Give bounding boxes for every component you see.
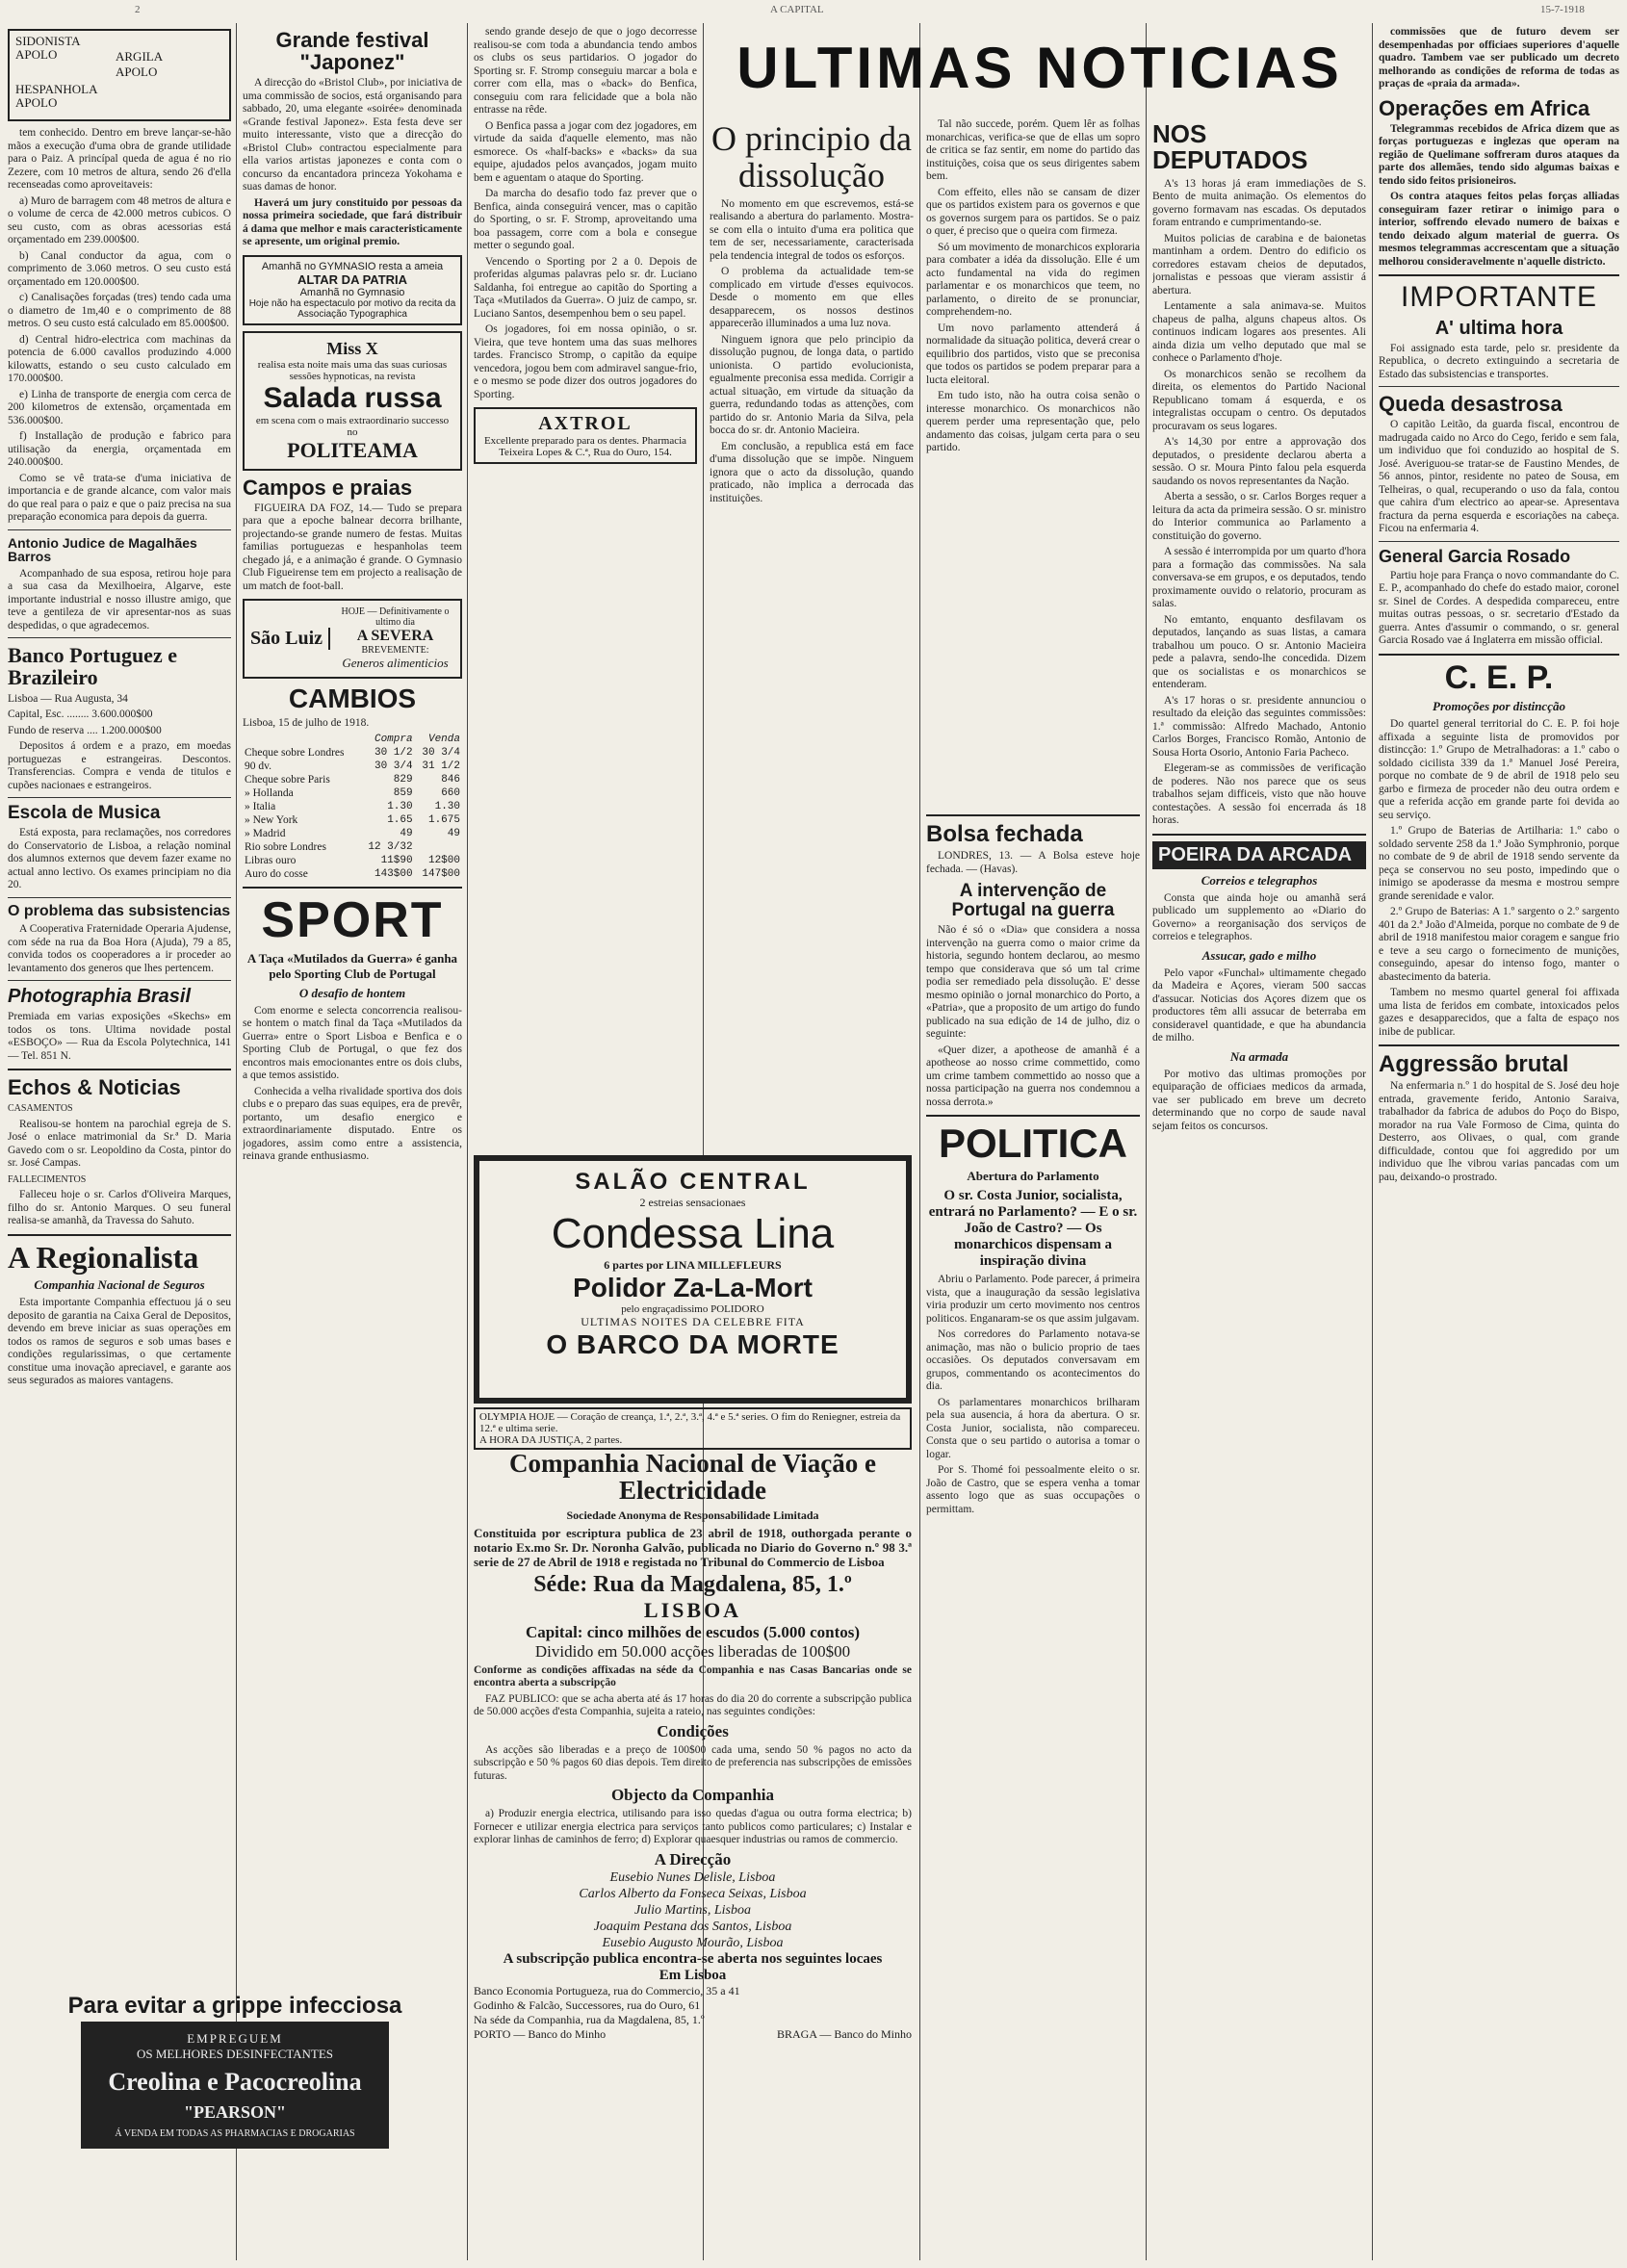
ad-line: Banco Economia Portugueza, rua do Commercio, 35 a 41 xyxy=(474,1983,740,1997)
headline: Companhia Nacional de Viação e Electricidade xyxy=(508,1449,877,1506)
table-row xyxy=(243,746,462,760)
article-text: Fundo de reserva .... 1.200.000$00 xyxy=(8,724,162,736)
article-text: Elegeram-se as commissões de verificação de poderes. Não nos parece que os seus trabalhos sejam difficeis, visto que não houve contestações. A sessão foi encerrada ás 18 horas. xyxy=(1152,762,1366,827)
article-text: Com enorme e selecta concorrencia realisou-se hontem o match final da Taça «Mutilados da Guerra» entre o Sport Lisboa e Benfica e o Sporting Club de Portugal, o que fez dos encontros mais emocionantes entre os dois clubs, a que temos assistido. xyxy=(243,1004,462,1082)
cambio-value: 859 xyxy=(393,787,413,800)
ad-line: ARGILA xyxy=(116,49,164,64)
table-row xyxy=(243,854,462,867)
article-text: Lentamente a sala animava-se. Muitos chapeus de palha, alguns chapeus altos. Os continuos indicam logares aos presentes. Ali ainda dizia um velho deputado que mal se conhece o Parlamento d'hoje. xyxy=(1152,300,1366,365)
column-rule xyxy=(1146,23,1147,2260)
cambio-label: Rio sobre Londres xyxy=(245,841,326,854)
page-number: 2 xyxy=(135,4,141,15)
cambio-label: » Madrid xyxy=(245,828,286,840)
cambio-value: 49 xyxy=(400,828,413,840)
ad-line: OS MELHORES DESINFECTANTES xyxy=(136,2047,334,2062)
headline: A Regionalista xyxy=(8,1239,199,1275)
divider xyxy=(1379,541,1619,542)
ad-line: A subscripção publica encontra-se aberta nos seguintes locaes xyxy=(503,1950,883,1967)
column-rule xyxy=(467,23,468,2260)
ad-line: Miss X xyxy=(326,338,378,358)
headline: General Garcia Rosado xyxy=(1379,546,1571,566)
cnve-announcement xyxy=(474,1444,912,2260)
cambio-value: 147$00 xyxy=(422,868,460,881)
column-rule xyxy=(236,23,237,2260)
masthead xyxy=(712,35,1367,112)
subheadline: O desafio de hontem xyxy=(298,985,406,1000)
column-5-lower xyxy=(926,809,1140,2260)
article-text: O Benfica passa a jogar com dez jogadores, em virtude da saida d'aquelle elemento, mas não esmorece. Os «half-backs» e «backs» da sua equipe, ajudados pelos avançados, jogam muito bem e aguentam o ataque do Sporting. xyxy=(474,119,697,184)
ad-line: A SEVERA xyxy=(356,628,434,645)
headline: Escola de Musica xyxy=(8,803,161,824)
divider xyxy=(8,1069,231,1070)
article-text: A direcção do «Bristol Club», por iniciativa de uma commissão de socios, está organisando para sabbado, 20, uma elegante «soirée» denominada «Grande festival Japonez». Esta festa deve ser muito interessante, visto que a direcção do «Bristol Club» contractou especialmente para ella varios artistas japonezes e conta com o concurso da encantadora princeza Yokohama e suas damas de honor. xyxy=(243,77,462,193)
article-text: Os contra ataques feitos pelas forças alliadas conseguiram fazer retirar o inimigo para o interior, soffrendo elevado numero de baixas e tendo deixado algum material de guerra. Os mesmos telegrammas accrescentam que a situação melhorou consideravelmente n'aquelle districto. xyxy=(1379,191,1619,268)
article-text: Falleceu hoje o sr. Carlos d'Oliveira Marques, filho do sr. Antonio Marques. O seu funeral realisa-se amanhã, da Travessa do Sahuto. xyxy=(8,1189,231,1227)
article-text: d) Central hidro-electrica com machinas da potencia de 6.000 cavallos produzindo 4.000 kilowatts, estando o seu custo calculado em 170.000$00. xyxy=(8,333,231,384)
cambio-value: 846 xyxy=(441,774,460,786)
article-text: Foi assignado esta tarde, pelo sr. presidente da Republica, o decreto extinguindo a secretaria de Estado das subsistencias e transportes. xyxy=(1379,342,1619,380)
article-text: No emtanto, enquanto desfilavam os deputados, lançando as suas listas, a camara trabalhou um pouco. O sr. Antonio Macieira pede a palavra, sendo-lhe concedida. Dizem que os socialistas e os monarchicos se entenderam. xyxy=(1152,613,1366,691)
column-1 xyxy=(8,23,231,2260)
ad-line: realisa esta noite mais uma das suas curiosas sessões hypnoticas, na revista xyxy=(257,358,448,382)
subheadline: Correios e telegraphos xyxy=(1201,872,1318,888)
article-text: Tambem no mesmo quartel general foi affixada uma lista de feridos em combate, intoxicados pelos gazes e desapparecidos, que a falta de espaço nos inibe de publicar. xyxy=(1379,987,1619,1038)
cambio-value: 12 3/32 xyxy=(368,841,413,854)
ad-line: 2 estreias sensacionaes xyxy=(639,1196,746,1209)
article-text: Tal não succede, porém. Quem lêr as folhas monarchicas, verifica-se que de ellas um sopro de critica se faz sentir, em nome do partido das instituições, coisa que os seus dirigentes sabem bem. xyxy=(926,118,1140,182)
director-name: Eusebio Augusto Mourão, Lisboa xyxy=(602,1935,784,1950)
divider xyxy=(8,1234,231,1236)
cambios-table xyxy=(243,733,462,881)
ad-line: Condessa Lina xyxy=(551,1210,835,1257)
article-text: LONDRES, 13. — A Bolsa esteve hoje fechada. — (Havas). xyxy=(926,850,1140,875)
headline: POEIRA DA ARCADA xyxy=(1152,841,1366,869)
ad-line: LISBOA xyxy=(643,1597,742,1622)
divider xyxy=(8,797,231,798)
headline: Bolsa fechada xyxy=(926,821,1083,847)
article-text: Pelo vapor «Funchal» ultimamente chegado da Madeira e Açores, vieram 500 saccas d'assucar. Noticias dos Açores dizem que os productores têm alli assucar de beterraba em consideravel quantidade, e que ha abundancia de milho. xyxy=(1152,966,1366,1044)
article-text: 2.º Grupo de Baterias: A 1.º sargento o 2.º sargento 401 da 2.ª João d'Almeida, porque no combate de 9 de abril de 1918 manifestou maior coragem e sangue frio e teve a seu cargo o fornecimento de munições, conseguindo, apesar do intenso fogo, manter o abastecimento da bateria. xyxy=(1379,906,1619,983)
ad-line: São Luiz xyxy=(250,628,330,650)
article-text: Nos corredores do Parlamento notava-se animação, mas não o bulicio proprio de taes occasiões. Os deputados conversavam em grupos, commentando os acontecimentos do dia. xyxy=(926,1328,1140,1393)
table-header: Compra Venda xyxy=(374,734,460,746)
article-text: a) Produzir energia electrica, utilisando para isso quedas d'agua ou outra forma electrica; b) Fornecer e utilizar energia electrica para serviços tanto publicos como particulares; c) Instalar e explorar linhas de caminhos de ferro; d) Explorar quaesquer industrias ou ramos de commercio. xyxy=(474,1808,912,1846)
article-text: f) Installação de produção e fabrico para utilisação da energia, orçamentada em 240.000$00. xyxy=(8,430,231,468)
article-text: O capitão Leitão, da guarda fiscal, encontrou de madrugada caido no Arco do Cego, ferido e sem fala, um individuo que foi conduzido ao hospital de S. José. Averiguou-se tratar-se de Faustino Mendes, de 56 annos, pintor, residente no pateo de Sousa, em Telheiras, o qual, recuperando o uso da fala, contou que cahira d'um electrico ao apear-se. Apresentava fractura da perna esquerda e escoriações na cabeça. Ficou na enfermaria 4. xyxy=(1379,419,1619,535)
ad-line: Em Lisboa xyxy=(659,1967,727,1983)
subheadline: Promoções por distincção xyxy=(1433,699,1565,714)
article-text: Premiada em varias exposições «Skechs» em todos os tons. Ultima novidade postal «ESBOÇO» — Rua da Escola Polytechnica, 141 — Tel. 851 N. xyxy=(8,1011,231,1062)
article-text: commissões que de futuro devem ser desempenhadas por officiaes superiores d'aquelle quadro. Tambem vae ser publicado um decreto melhorando as condições de reforma de todas as praças de «praia da armada». xyxy=(1379,26,1619,90)
article-text: e) Linha de transporte de energia com cerca de 200 kilometros de extensão, orçamentada em 536.000$00. xyxy=(8,388,231,426)
article-text: c) Canalisações forçadas (tres) tendo cada uma o diametro de 1m,40 e o comprimento de 88 metros. O seu custo está calculado em 85.000$00. xyxy=(8,292,231,329)
subheadline: O sr. Costa Junior, socialista, entrará no Parlamento? — E o sr. João de Castro? — Os monarchicos dispensam a inspiração divina xyxy=(928,1188,1138,1270)
divider xyxy=(926,814,1140,816)
divider xyxy=(1152,834,1366,836)
headline: Para evitar a grippe infecciosa xyxy=(67,1993,402,2019)
ad-line: Sociedade Anonyma de Responsabilidade Limitada xyxy=(566,1508,819,1522)
gymnasio-ad xyxy=(243,255,462,325)
article-text: Da marcha do desafio todo faz prever que o Benfica, ainda conseguirá vencer, mas o capitão do Sporting, o sr. F. Stromp, aproveitando uma boa passagem, corre com a bola e consegue metter o segundo goal. xyxy=(474,188,697,251)
article-text: tem conhecido. Dentro em breve lançar-se-hão mãos a execução d'uma obra de grande utilidade para o Paiz. A princípal queda de agua é no rio Zezere, com 10 metros de altura, sendo 26 d'ella recenseadas como aproveitaveis: xyxy=(8,127,231,191)
headline: Aggressão brutal xyxy=(1379,1051,1569,1078)
cambio-value: 30 1/2 xyxy=(374,747,413,760)
ad-line: Polidor Za-La-Mort xyxy=(573,1273,813,1302)
cambio-label: » Italia xyxy=(245,801,276,813)
headline: Photographia Brasil xyxy=(8,986,192,1008)
subheadline: Companhia Nacional de Seguros xyxy=(34,1277,205,1293)
divider xyxy=(1379,274,1619,276)
ad-line: APOLO xyxy=(15,47,58,62)
table-row xyxy=(243,786,462,800)
article-text: Aberta a sessão, o sr. Carlos Borges requer a leitura da acta da primeira sessão. O sr. ministro do Interior communica ao Parlamento a constituição do governo. xyxy=(1152,491,1366,542)
section-label: FALLECIMENTOS xyxy=(8,1173,87,1185)
headline: C. E. P. xyxy=(1444,658,1554,696)
article-text: Por S. Thomé foi pessoalmente eleito o sr. João de Castro, que se espera venha a tomar assento logo que as suas occupações o permittam. xyxy=(926,1464,1140,1515)
table-row xyxy=(243,813,462,827)
column-6 xyxy=(1152,116,1366,2260)
headline: Campos e praias xyxy=(243,475,413,500)
ad-line: Amanhã no Gymnasio xyxy=(299,286,405,298)
headline: O problema das subsistencias xyxy=(8,902,231,919)
cambio-value: 660 xyxy=(441,787,460,800)
article-text: As acções são liberadas e a preço de 100$00 cada uma, sendo 50 % pagos no acto da subscripção e 50 % pagos 60 dias depois. Tem direito de preferencia nas subscripções de emissões futuras. xyxy=(474,1743,912,1782)
table-row xyxy=(243,827,462,840)
ad-line: Hoje não ha espectaculo por motivo da recita da Associação Typographica xyxy=(248,297,456,320)
column-5 xyxy=(926,116,1140,805)
article-text: Como se vê trata-se d'uma iniciativa de importancia e de grande alcance, com valor mais do que real para o paiz e que o paiz precisa na sua preparação economica para depois da guerra. xyxy=(8,472,231,523)
article-text: Por motivo das ultimas promoções por equiparação de officiaes medicos da armada, vae ser publicado em breve um decreto determinando que no corpo de saude naval sejam feitos os concursos. xyxy=(1152,1068,1366,1132)
article-text: Com effeito, elles não se cansam de dizer que os partidos existem para os governos e que os governos surgem para os partidos. Se o paiz o quer, é preciso que o queira com firmeza. xyxy=(926,186,1140,237)
article-text: Telegrammas recebidos de Africa dizem que as forças portuguezas e inglezas que operam na região de Quelimane soffreram duros ataques da parte dos allemães, tendo sido algumas baixas e tendo sido feitos prisioneiros. xyxy=(1379,122,1619,187)
divider xyxy=(1379,1044,1619,1046)
cambio-label: 90 dv. xyxy=(245,760,272,773)
headline: Antonio Judice de Magalhães Barros xyxy=(8,534,197,565)
cambio-value: 31 1/2 xyxy=(422,760,460,773)
article-text: Lisboa, 15 de julho de 1918. xyxy=(243,716,370,729)
headline: Operações em Africa xyxy=(1379,95,1590,120)
headline: SPORT xyxy=(261,892,444,949)
subheadline: Assucar, gado e milho xyxy=(1201,947,1317,963)
article-text: A's 17 horas o sr. presidente annunciou o resultado da eleição das seguintes commissões: 1.ª commissão: Alfredo Machado, Antonio Carlos Borges, Francisco Romão, Antonio de Sousa Horta Osorio, Antonio Faria Pacheco. xyxy=(1152,694,1366,759)
ad-line: EMPREGUEM xyxy=(187,2031,283,2047)
section-label: CASAMENTOS xyxy=(8,1103,73,1115)
article-text: A sessão é interrompida por um quarto d'hora para a formação das commissões. Na sala conversava-se em grupos, e os deputados, tendo proximamente ouvido o relatorio, procuram as salas. xyxy=(1152,546,1366,610)
ad-line: A Direcção xyxy=(654,1849,732,1869)
table-row xyxy=(243,867,462,881)
director-name: Julio Martins, Lisboa xyxy=(634,1902,751,1918)
cambio-value: 30 3/4 xyxy=(422,747,460,760)
divider xyxy=(8,980,231,981)
article-text: Está exposta, para reclamações, nos corredores do Conservatorio de Lisboa, a relação nominal dos alumnos externos que devem fazer exame no actual anno lectivo. Os exames principiam no dia 20. xyxy=(8,827,231,890)
article-text: a) Muro de barragem com 48 metros de altura e o volume de cerca de 42.000 metros cubicos. O seu custo, com as obras acessorias está orçamentado em 239.000$00. xyxy=(8,194,231,245)
headline: A' ultima hora xyxy=(1434,317,1563,339)
article-text: FIGUEIRA DA FOZ, 14.— Tudo se prepara para que a epoche balnear decorra brilhante, projectando-se grande numero de festas. Muitas familias portuguezas e hespanholas teem chegado já, e a animação é grande. O Gymnasio Club Figueirense tem em projecto a realisação de um match de foot-ball. xyxy=(243,502,462,592)
article-text: Só um movimento de monarchicos exploraria para combater a idéa da dissolução. Elle é um acto fundamental na vida do regimen parlamentar e os monarchicos que teem, no parlamento, o direito de se pronunciar, comprehendem-no. xyxy=(926,241,1140,318)
ad-line: POLITEAMA xyxy=(287,437,418,462)
divider xyxy=(1379,654,1619,656)
article-text: No momento em que escrevemos, está-se realisando a abertura do parlamento. Mostra-se com ella o intuito d'uma era politica que tem de ser, necessariamente, caracterisada pela tendencia integral de todos os esforços. xyxy=(710,197,914,262)
cambio-value: 11$90 xyxy=(380,855,413,867)
ad-line: Excellente preparado para os dentes. Pharmacia Teixeira Lopes & C.ª, Rua do Ouro, 154. xyxy=(483,435,687,458)
article-text: A's 14,30 por entre a approvação dos deputados, o presidente declarou aberta a sessão. O sr. Moura Pinto falou pela esquerda saudando os novos representantes da Nação. xyxy=(1152,436,1366,487)
headline: A intervenção de Portugal na guerra xyxy=(951,881,1115,921)
running-header xyxy=(0,0,1627,21)
cambio-value: 30 3/4 xyxy=(374,760,413,773)
divider xyxy=(8,529,231,530)
cambio-label: Auro do cosse xyxy=(245,868,308,881)
gripe-box xyxy=(81,2022,389,2149)
article-text: A Cooperativa Fraternidade Operaria Ajudense, com séde na rua da Boa Hora (Ajuda), 79 a 85, convida todos os cooperadores a ir proceder ao levantamento dos generos que lhes pertencem. xyxy=(8,923,231,974)
ad-line: ULTIMAS NOITES DA CELEBRE FITA xyxy=(581,1315,805,1328)
ad-line: APOLO xyxy=(116,64,158,79)
ad-line: 6 partes por LINA MILLEFLEURS xyxy=(604,1258,782,1272)
article-text: Constituida por escriptura publica de 23 abril de 1918, outhorgada perante o notario Ex.mo Sr. Dr. Noronha Galvão, publicada no Diario do Governo n.º 98 3.ª serie de 27 de Abril de 1918 e registada no Tribunal do Commercio de Lisboa xyxy=(474,1525,912,1569)
ad-line: OLYMPIA HOJE — Coração de creança, 1.ª, 2.ª, 3.ª, 4.ª e 5.ª series. O fim do Reniegner, estreia da 12.ª e ultima serie. xyxy=(479,1411,901,1434)
article-text: Ninguem ignora que pelo principio da dissolução pugnou, de longa data, o partido unionista. O partido evolucionista, egualmente preconisa essa medida. Corrigir a actual situação, em virtude da situação da guerra, redundando todas as attenções, com partido do sr. Antonio Maria da Silva, pela bocca do sr. dr. Antonio Macieira. xyxy=(710,333,914,437)
ad-line: em scena com o mais extraordinario successo no xyxy=(255,414,450,438)
ad-line: ALTAR DA PATRIA xyxy=(297,271,408,287)
column-2 xyxy=(243,23,462,1979)
article-text: Abriu o Parlamento. Pode parecer, á primeira vista, que a inauguração da sessão legislativa viria produzir um certo movimento nos centros politicos. Enganaram-se os que assim julgavam. xyxy=(926,1274,1140,1325)
column-rule xyxy=(919,23,920,2260)
article-text: O problema da actualidade tem-se complicado em virtude d'esses equivocos. Desde o momento em que elles desapparecem, os nossos destinos apparecerão illuminados a uma luz nova. xyxy=(710,266,914,330)
article-text: Capital, Esc. ........ 3.600.000$00 xyxy=(8,709,153,721)
table-row xyxy=(243,773,462,786)
article-text: Consta que ainda hoje ou amanhã será publicado um supplemento ao «Diario do Governo» a reorganisação dos serviços de correios e telegraphos. xyxy=(1152,891,1366,943)
ad-line: Á VENDA EM TODAS AS PHARMACIAS E DROGARIAS xyxy=(115,2128,355,2140)
ad-line: Salada russa xyxy=(263,381,442,414)
ad-line: pelo engraçadissimo POLIDORO xyxy=(621,1303,764,1315)
salao-central-ad xyxy=(474,1155,912,1404)
article-text: Haverá um jury constituido por pessoas da nossa primeira sociedade, que fará distribuir á dama que melhor e mais caracteristicamente se apresente, um original premio. xyxy=(243,196,462,248)
cambio-value xyxy=(415,840,462,854)
article-text: Lisboa — Rua Augusta, 34 xyxy=(8,692,128,705)
cambio-value: 1.675 xyxy=(427,814,460,827)
ad-line: PORTO — Banco do Minho xyxy=(474,2026,607,2041)
director-name: Carlos Alberto da Fonseca Seixas, Lisboa xyxy=(579,1886,807,1901)
article-text: Esta importante Companhia effectuou já o seu deposito de garantia na Caixa Geral de Depositos, devendo em breve iniciar as suas operações em todos os ramos de seguros e sob umas bases e condições regularissimas, o que certamente constitue uma inovação apreciavel, e garante aos seus segurados as maiores vantagens. xyxy=(8,1297,231,1387)
ad-line: AXTROL xyxy=(538,413,633,434)
table-row xyxy=(243,800,462,813)
ad-line: Condições xyxy=(657,1721,729,1740)
masthead-title: ULTIMAS NOTICIAS xyxy=(736,36,1343,100)
article-text: Os monarchicos senão se recolhem da direita, os elementos do Partido Nacional Republicano tomam á esquerda, e os integralistas occupam o centro. Os deputados procuravam os seus logares. xyxy=(1152,368,1366,432)
ad-line: "PEARSON" xyxy=(184,2102,286,2123)
headline: Banco Portuguez e Brazileiro xyxy=(8,643,177,690)
article-text: Conhecida a velha rivalidade sportiva dos dois clubs e o preparo das suas equipes, era de prevêr, portanto, um desafio energico e extraordinariamente disputado. Entre os jogadores, assim como entre a assistencia, reinava grande enthusiasmo. xyxy=(243,1085,462,1163)
divider xyxy=(8,637,231,638)
director-name: Joaquim Pestana dos Santos, Lisboa xyxy=(593,1919,792,1934)
divider xyxy=(243,887,462,889)
paper-name: A CAPITAL xyxy=(770,4,824,15)
ad-line: SALÃO CENTRAL xyxy=(575,1169,811,1195)
ad-line: BRAGA — Banco do Minho xyxy=(776,2026,912,2041)
issue-date: 15-7-1918 xyxy=(1540,4,1585,15)
ad-line: Godinho & Falcão, Successores, rua do Ouro, 61 xyxy=(474,1997,701,2012)
article-text: Os jogadores, foi em nossa opinião, o sr. Vieira, que teve hontem uma das suas melhores tardes. Francisco Stromp, o capitão da equipe vencedora, jogou bem com admiravel sangue-frio, e o mesmo se pode dizer dos outros jogadores do Sporting. xyxy=(474,323,697,400)
subheadline: Abertura do Parlamento xyxy=(967,1169,1099,1184)
ad-line: Na séde da Companhia, rua da Magdalena, 85, 1.º xyxy=(474,2012,705,2026)
article-text: Acompanhado de sua esposa, retirou hoje para a sua casa da Mexilhoeira, Algarve, este importante industrial e nosso illustre amigo, que teve a gentileza de vir apresentar-nos as suas despedidas, o que agradecemos. xyxy=(8,567,231,631)
cambio-label: Cheque sobre Paris xyxy=(245,774,330,786)
cambio-label: Cheque sobre Londres xyxy=(245,747,345,760)
ad-line: Amanhã no GYMNASIO resta a ameia xyxy=(261,260,444,272)
article-text: Depositos á ordem e a prazo, em moedas portuguezas e estrangeiras. Descontos. Transferencias. Compra e venda de titulos e cupões nacionaes e estrangeiros. xyxy=(8,740,231,791)
article-text: sendo grande desejo de que o jogo decorresse realisou-se com toda a abundancia tendo ambos os clubs os seus partidarios. O jogador do Sporting sr. F. Stromp conseguiu marcar a bola e correr com ella, mas o «back» do Benfica, conseguiu com rara felicidade que a bola não entrasse na rêde. xyxy=(474,26,697,116)
sluiz-ad xyxy=(243,599,462,679)
column-4 xyxy=(710,116,914,1161)
column-3 xyxy=(474,23,697,1151)
headline: POLITICA xyxy=(939,1121,1127,1167)
ad-line: SIDONISTA xyxy=(15,34,81,48)
cambio-value: 1.30 xyxy=(387,801,413,813)
cambio-value: 12$00 xyxy=(427,855,460,867)
article-text: Os parlamentares monarchicos brilharam pela sua ausencia, á hora da abertura. O sr. Costa Junior, socialista, não compareceu. Consta que o seu partido o autorisa a tomar o logar. xyxy=(926,1396,1140,1460)
ad-line: APOLO xyxy=(15,95,58,110)
article-text: Do quartel general territorial do C. E. P. foi hoje affixada a seguinte lista de promovidos por distincção: 1.º Grupo de Metralhadoras: a 1.º cabo o soldado cicilista 339 da 1.ª Manuel José Pereira, porque no combate de 9 de abril de 1918 pelo seu garbo e firmeza de proceder não deu outra ordem e que a referida acção em grande parte foi devida ao seu serviço. xyxy=(1379,718,1619,821)
missx-ad xyxy=(243,331,462,471)
article-text: «Quer dizer, a apotheose de amanhã é a apotheose ao nosso crime commettido, como um crime tambem commettido ao nosso que a nossa participação na guerra nos condemnou a nossa derrota.» xyxy=(926,1044,1140,1108)
article-text: Vencendo o Sporting por 2 a 0. Depois de proferidas algumas palavras pelo sr. dr. Luciano Saldanha, foi entregue ao capitão do Sporting a Taça «Mutilados da Guerra». O juiz de campo, sr. Luciano Santos, desempenhou bem o seu papel. xyxy=(474,255,697,320)
headline: O principio da dissolução xyxy=(711,119,912,194)
article-text: Não é só o «Dia» que considera a nossa intervenção na guerra como o maior crime da historia, segundo hontem declarou, ao mesmo tempo que considerava que só um tal crime podia ser remediado pela dissolução. E' desse mesmo opinião o jornal monarchico do Porto, a «Patria», que a proposito de um artigo do fundo publicado na sua edição de 14 de julho, diz o seguinte: xyxy=(926,924,1140,1041)
article-text: FAZ PUBLICO: que se acha aberta até ás 17 horas do dia 20 do corrente a subscripção publica de 50.000 acções d'esta Companhia, sujeita a rateio, nas seguintes condições: xyxy=(474,1692,912,1718)
cambio-label: » New York xyxy=(245,814,298,827)
headline: Grande festival "Japonez" xyxy=(275,28,429,75)
subheadline: Na armada xyxy=(1229,1048,1289,1064)
ad-line: O BARCO DA MORTE xyxy=(546,1329,839,1359)
article-text: Muitos policias de carabina e de baionetas mantinham a ordem. Dentro do edificio os corredores estavam cheios de deputados, jornalistas e pessoas que vieram assistir á abertura. xyxy=(1152,232,1366,296)
cambio-label: » Hollanda xyxy=(245,787,294,800)
ad-line: Capital: cinco milhões de escudos (5.000 contos) xyxy=(525,1622,861,1641)
gripe-ad xyxy=(8,1988,462,2149)
article-text: Partiu hoje para França o novo commandante do C. E. P., acompanhado do chefe do estado maior, coronel sr. Sinel de Cordes. A despedida compareceu, entre muitas outras pessoas, o sr. secretario d'Estado da guerra. Antes d'assumir o commando, o sr. general Garcia Rosado vae á Inglaterra em missão official. xyxy=(1379,569,1619,647)
table-row xyxy=(243,840,462,854)
apolo-ad xyxy=(8,29,231,121)
headline: Queda desastrosa xyxy=(1379,392,1562,417)
article-text: A's 13 horas já eram immediações de S. Bento de muita animação. Os elementos do governo formavam nas escadas. Os deputados foram entrando e cumprimentando-se. xyxy=(1152,177,1366,229)
cambio-value: 143$00 xyxy=(374,868,413,881)
headline: IMPORTANTE xyxy=(1401,281,1597,314)
divider xyxy=(1379,386,1619,387)
article-text: Em tudo isto, não ha outra coisa senão o interesse monarchico. Os monarchicos não querem perder uma representação que, pelo andamento das coisas, julgam certa para o seu partido. xyxy=(926,390,1140,453)
cambio-value: 1.30 xyxy=(434,801,460,813)
axtrol-ad xyxy=(474,407,697,464)
column-7 xyxy=(1379,23,1619,2260)
headline: Echos & Noticias xyxy=(8,1075,181,1100)
article-text: Na enfermaria n.º 1 do hospital de S. José deu hoje entrada, gravemente ferido, Antonio Saraiva, trabalhador da fabrica de adubos do Poço do Bispo, morador na rua Vale Formoso de Cima, quinta do Desterro, aos Olivaes, o qual, com grande difficuldade, contou que foi aggredido por um individuo que lhe vibrou varias pancadas com um pau, deixando-o prostrado. xyxy=(1379,1080,1619,1183)
divider xyxy=(926,1115,1140,1117)
ad-line: A HORA DA JUSTIÇA, 2 partes. xyxy=(479,1434,623,1446)
cambio-value: 829 xyxy=(393,774,413,786)
article-text: b) Canal conductor da agua, com o comprimento de 3.060 metros. O seu custo está orçamentado em 120.000$00. xyxy=(8,249,231,288)
article-text: Realisou-se hontem na parochial egreja de S. José o enlace matrimonial da Sr.ª D. Maria Gavedo com o sr. Leopoldino da Costa, pintor do sr. José Campas. xyxy=(8,1118,231,1170)
table-row xyxy=(243,760,462,773)
ad-line: Creolina e Pacocreolina xyxy=(108,2068,362,2097)
ad-line: Generos alimenticios xyxy=(342,656,449,671)
ad-line: BREVEMENTE: xyxy=(361,645,429,657)
divider xyxy=(8,897,231,898)
ad-line: Séde: Rua da Magdalena, 85, 1.º xyxy=(533,1571,852,1597)
article-text: Um novo parlamento attenderá á normalidade da situação politica, deverá crear o equilibrio dos partidos, visto que se preconisa que todos os partidos se podem preparar para a lucta eleitoral. xyxy=(926,322,1140,386)
director-name: Eusebio Nunes Delisle, Lisboa xyxy=(609,1869,776,1885)
article-text: Em conclusão, a republica está em face d'uma dissolução que se impõe. Ninguem ignora que o acto da dissolução, quando praticado, não implica a derrocada das instituições. xyxy=(710,440,914,504)
article-text: 1.º Grupo de Baterias de Artilharia: 1.º cabo o soldado servente 258 da 1.ª João Symphronio, porque no combate de 9 de abril de 1918 sendo servente da peça se conservou no seu posto, impedindo que o inimigo se apoderasse da mesma e mostrou sempre grande serenidade e valor. xyxy=(1379,825,1619,902)
cambio-value: 1.65 xyxy=(387,814,413,827)
ad-line: Dividido em 50.000 acções liberadas de 100$00 xyxy=(534,1641,851,1661)
column-rule xyxy=(1372,23,1373,2260)
cambio-label: Libras ouro xyxy=(245,855,297,867)
ad-line: Objecto da Companhia xyxy=(610,1786,775,1805)
article-text: Conforme as condições affixadas na séde da Companhia e nas Casas Bancarias onde se encontra aberta a subscripção xyxy=(474,1663,912,1689)
headline: NOS DEPUTADOS xyxy=(1152,119,1308,175)
subheadline: A Taça «Mutilados da Guerra» é ganha pelo Sporting Club de Portugal xyxy=(246,950,458,981)
headline: CAMBIOS xyxy=(288,683,417,714)
ad-line: HESPANHOLA xyxy=(15,82,98,96)
ad-line: HOJE — Definitivamente o ultimo dia xyxy=(341,606,450,629)
cambio-value: 49 xyxy=(447,828,460,840)
